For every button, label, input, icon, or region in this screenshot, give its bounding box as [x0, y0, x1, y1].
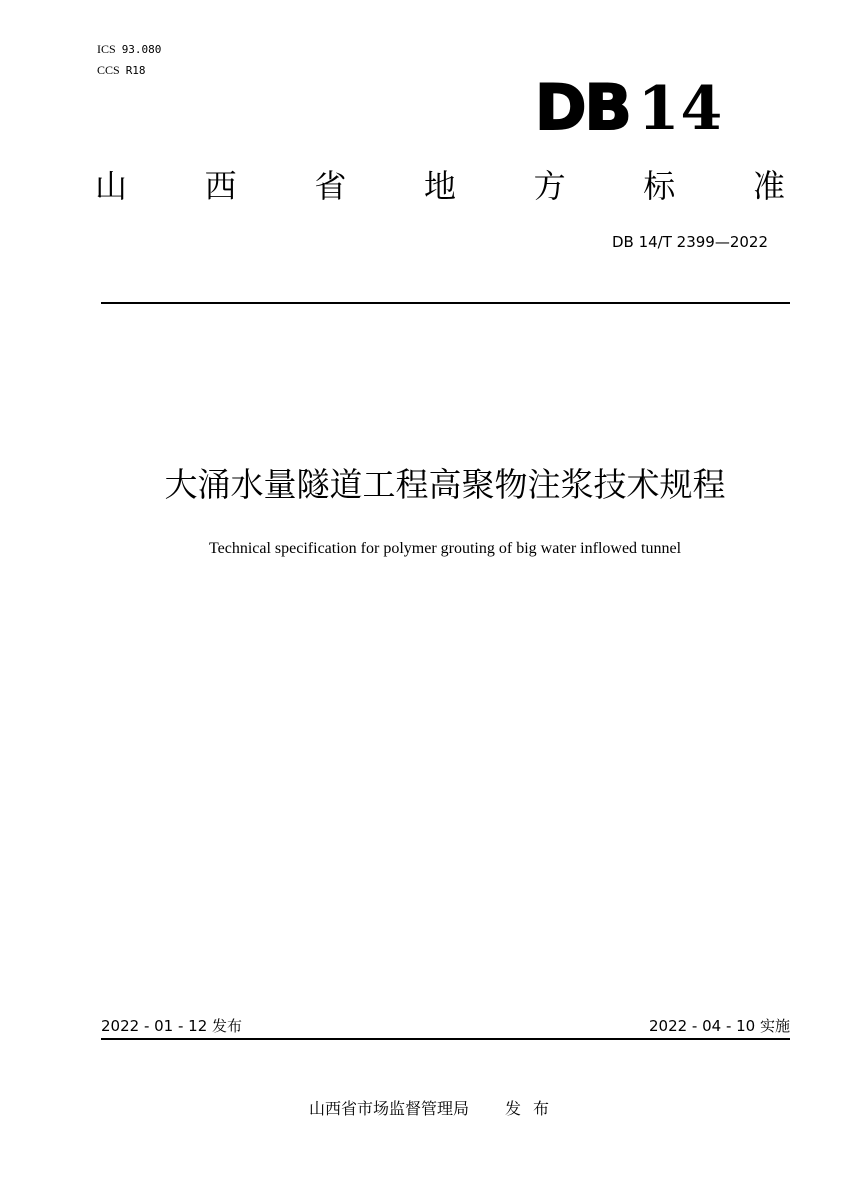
ics-value: 93.080 [121, 43, 162, 56]
standard-type-char: 准 [752, 167, 785, 205]
db-standard-mark [535, 71, 725, 144]
ccs-value: R18 [125, 64, 146, 77]
standard-type-char: 地 [423, 167, 456, 205]
document-title-english: Technical specification for polymer grouting of big water inflowed tunnel [208, 540, 682, 557]
ics-label: ICS [97, 42, 116, 56]
issue-date: 2022 - 01 - 12 发布 [101, 1017, 243, 1035]
ics-code [97, 42, 161, 57]
standard-type-char: 西 [204, 167, 237, 205]
issuing-authority [0, 1098, 850, 1120]
footer-divider [101, 1038, 790, 1040]
issuer-action: 发布 [505, 1099, 562, 1118]
ccs-label: CCS [97, 63, 120, 77]
ccs-code [97, 63, 146, 78]
standard-type-heading [95, 164, 785, 208]
standard-number: DB 14/T 2399—2022 [611, 233, 768, 251]
standard-type-char: 省 [314, 167, 347, 205]
standard-type-char: 山 [95, 167, 128, 205]
standard-type-char: 标 [643, 167, 676, 205]
db-mark-number: 14 [637, 74, 724, 144]
effective-date: 2022 - 04 - 10 实施 [648, 1017, 790, 1035]
header-divider [101, 302, 790, 304]
document-title-chinese: 大涌水量隧道工程高聚物注浆技术规程 [164, 465, 726, 504]
standard-type-char: 方 [533, 167, 566, 205]
issuer-name: 山西省市场监督管理局 [308, 1099, 469, 1118]
db-mark-prefix: DB [535, 71, 630, 144]
